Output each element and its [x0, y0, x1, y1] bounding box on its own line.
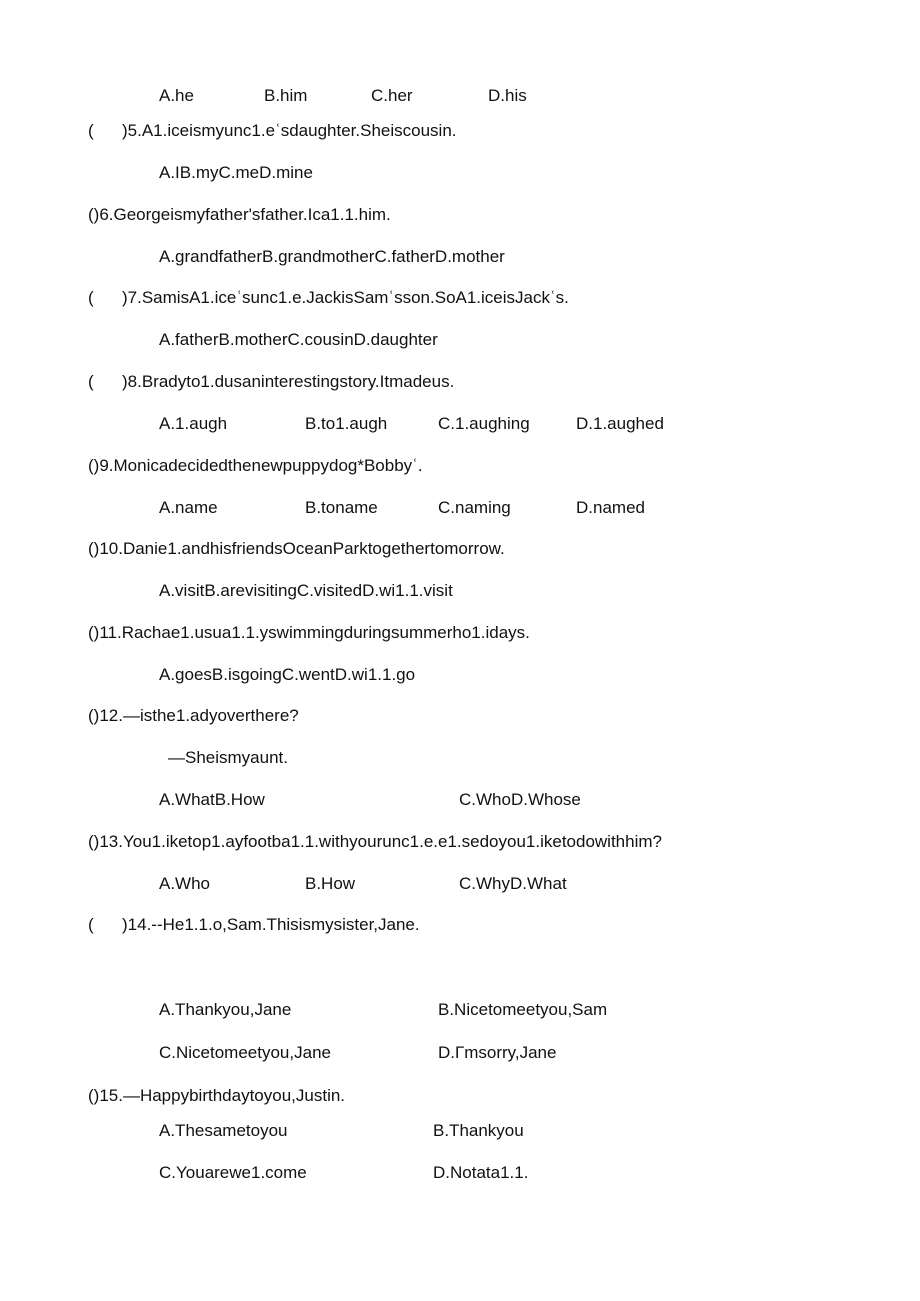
q12-option-cd: C.WhoD.Whose [459, 790, 581, 809]
question-6-stem: ()6.Georgeismyfather'sfather.Ica1.1.him. [88, 205, 391, 224]
question-11-stem: ()11.Rachae1.usua1.1.yswimmingduringsummerho1.idays. [88, 623, 530, 642]
question-10-stem: ()10.Danie1.andhisfriendsOceanParktogethertomorrow. [88, 539, 505, 558]
q5-options: A.IB.myC.meD.mine [159, 163, 313, 182]
q11-options: A.goesB.isgoingC.wentD.wi1.1.go [159, 665, 416, 684]
q12-option-ab: A.WhatB.How [159, 790, 265, 809]
q8-option-d: D.1.aughed [576, 414, 664, 433]
question-7-stem: ( )7.SamisA1.iceʿsunc1.e.JackisSamʿsson.SoA1.iceisJackʿs. [88, 288, 569, 307]
q4-option-d: D.his [488, 86, 527, 105]
question-13-stem: ()13.You1.iketop1.ayfootba1.1.withyourunc1.e.e1.sedoyou1.iketodowithhim? [88, 832, 662, 851]
q9-option-a: A.name [159, 498, 218, 517]
q10-options: A.visitB.arevisitingC.visitedD.wi1.1.visit [159, 581, 453, 600]
question-15-stem: ()15.—Happybirthdaytoyou,Justin. [88, 1086, 346, 1105]
q8-option-c: C.1.aughing [438, 414, 530, 433]
question-5-stem: ( )5.A1.iceismyunc1.eʿsdaughter.Sheiscousin. [88, 121, 457, 140]
question-14-stem: ( )14.--He1.1.o,Sam.Thisismysister,Jane. [88, 915, 420, 934]
q9-option-d: D.named [576, 498, 645, 517]
question-9-stem: ()9.Monicadecidedthenewpuppydog*Bobbyʿ. [88, 456, 423, 475]
question-8-stem: ( )8.Bradyto1.dusaninterestingstory.Itmadeus. [88, 372, 455, 391]
q15-option-a: A.Thesametoyou [159, 1121, 288, 1140]
q14-option-c: C.Nicetomeetyou,Jane [159, 1043, 331, 1062]
q4-option-a: A.he [159, 86, 194, 105]
q8-option-b: B.to1.augh [305, 414, 388, 433]
q13-option-a: A.Who [159, 874, 211, 893]
q15-option-b: B.Thankyou [433, 1121, 524, 1140]
q14-option-a: A.Thankyou,Jane [159, 1000, 292, 1019]
q7-options: A.fatherB.motherC.cousinD.daughter [159, 330, 438, 349]
q15-option-c: C.Youarewe1.come [159, 1163, 307, 1182]
q8-option-a: A.1.augh [159, 414, 228, 433]
q14-option-d: D.Гmsorry,Jane [438, 1043, 557, 1062]
q15-option-d: D.Notata1.1. [433, 1163, 529, 1182]
q4-option-c: C.her [371, 86, 413, 105]
q6-options: A.grandfatherB.grandmotherC.fatherD.mother [159, 247, 505, 266]
q12-answer-line: —Sheismyaunt. [168, 748, 288, 767]
q9-option-b: B.toname [305, 498, 378, 517]
q13-option-b: B.How [305, 874, 356, 893]
q13-option-cd: C.WhyD.What [459, 874, 567, 893]
question-12-stem: ()12.—isthe1.adyoverthere? [88, 706, 299, 725]
q14-option-b: B.Nicetomeetyou,Sam [438, 1000, 608, 1019]
q4-option-b: B.him [264, 86, 308, 105]
q9-option-c: C.naming [438, 498, 511, 517]
